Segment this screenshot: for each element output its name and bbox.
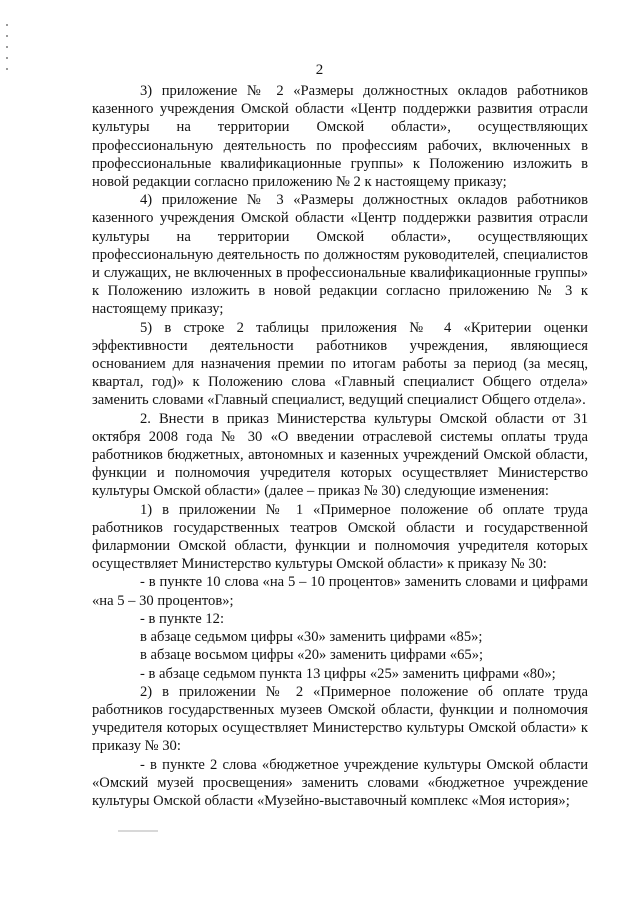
page-number: 2 [315,62,324,78]
document-body [92,82,588,810]
paragraph-abzac-7: в абзаце седьмом цифры «30» заменить цифрами «85»; [140,629,483,646]
paragraph-item-3: 3) приложение № 2 «Размеры должностных окладов работников казенного учреждения Омской области «Центр поддержки развития отрасли культуры на территории Омской области», осуществляющих профессиональную деятельность по профессиям рабочих, включенных в профессиональные квалификационные группы» к Положению изложить в новой редакции согласно приложению № 2 к настоящему приказу; [92,83,588,191]
paragraph-section-2: 2. Внести в приказ Министерства культуры Омской области от 31 октября 2008 года № 30 «О введении отраслевой системы оплаты труда работников бюджетных, автономных и казенных учреждений Омской области, функции и полномочия учредителя которых осуществляет Министерство культуры Омской области» (далее – приказ № 30) следующие изменения: [92,410,588,500]
paragraph-point-10: - в пункте 10 слова «на 5 – 10 процентов» заменить словами и цифрами «на 5 – 30 процентов»; [92,574,588,609]
paragraph-subitem-2: 2) в приложении № 2 «Примерное положение об оплате труда работников государственных музеев Омской области, функции и полномочия учредителя которых осуществляет Министерство культуры Омской области» к приказу № 30: [92,683,588,755]
scan-artifact [118,830,158,832]
paragraph-point-12: - в пункте 12: [140,610,225,627]
paragraph-subitem-1: 1) в приложении № 1 «Примерное положение об оплате труда работников государственных театров Омской области и государственной филармонии Омской области, функции и полномочия учредителя которых осуществляет Министерство культуры Омской области» к приказу № 30: [92,501,588,573]
paragraph-item-5: 5) в строке 2 таблицы приложения № 4 «Критерии оценки эффективности деятельности работников учреждения, являющиеся основанием для назначения премии по итогам работы за период (за месяц, квартал, год)» к Положению слова «Главный специалист Общего отдела» заменить словами «Главный специалист, ведущий специалист Общего отдела». [92,319,588,409]
paragraph-abzac-8: в абзаце восьмом цифры «20» заменить цифрами «65»; [140,647,484,664]
paragraph-point-13: - в абзаце седьмом пункта 13 цифры «25» заменить цифрами «80»; [140,665,556,682]
paragraph-point-2: - в пункте 2 слова «бюджетное учреждение культуры Омской области «Омский музей просвещения» заменить словами «бюджетное учреждение культуры Омской области «Музейно-выставочный комплекс «Моя история»; [92,756,588,809]
paragraph-item-4: 4) приложение № 3 «Размеры должностных окладов работников казенного учреждения Омской области «Центр поддержки развития отрасли культуры на территории Омской области», осуществляющих профессиональную деятельность по должностям руководителей, специалистов и служащих, не включенных в профессиональные квалификационные группы» к Положению изложить в новой редакции согласно приложению № 3 к настоящему приказу; [92,192,588,318]
